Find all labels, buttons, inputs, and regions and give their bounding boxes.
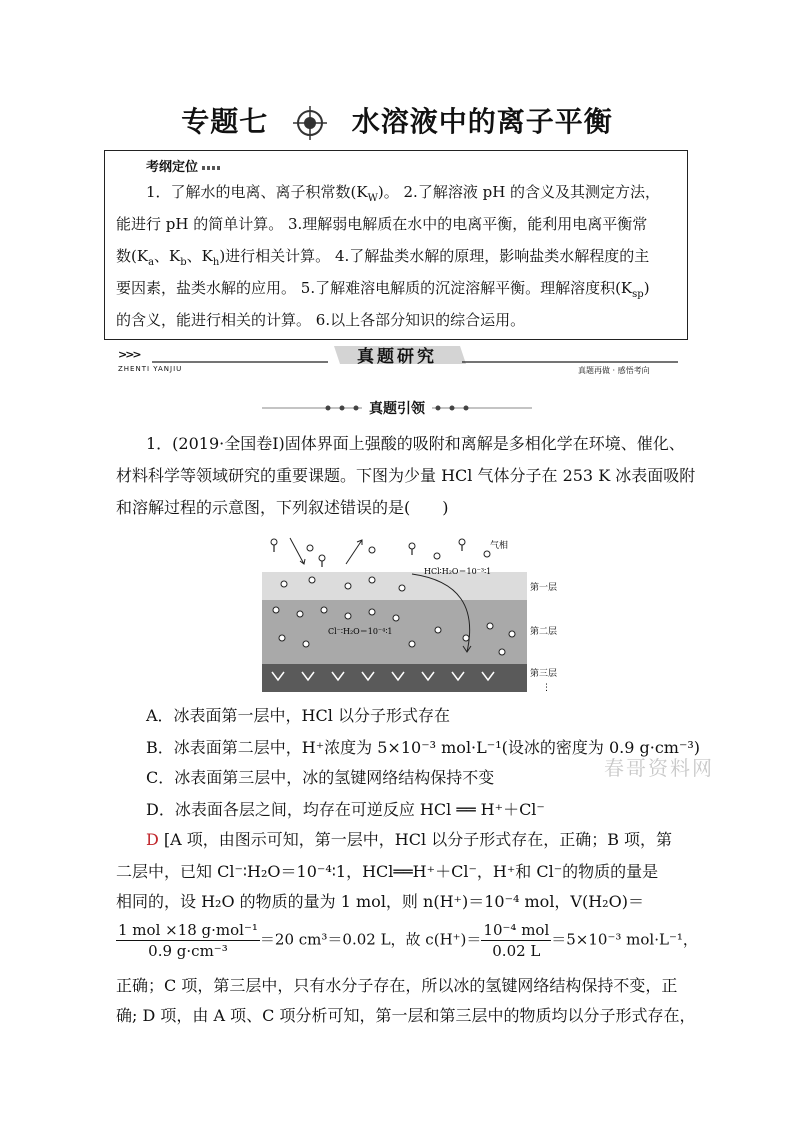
answer-letter: D <box>146 830 159 849</box>
question-line-1: 1．(2019·全国卷Ⅰ)固体界面上强酸的吸附和离解是多相化学在环境、催化、 <box>146 434 685 453</box>
section-subtitle-right: 真题再做 · 感悟考向 <box>578 366 650 375</box>
syllabus-line-1: 1．了解水的电离、离子积常数$(K_W)$。 2.了解溶液 pH 的含义及其测定方法， <box>146 183 661 204</box>
subhead-title: 真题引领 <box>369 401 425 417</box>
answer-line-2: 二层中，已知 Cl⁻∶H₂O＝10⁻⁴∶1，HCl══H⁺＋Cl⁻，H⁺和 Cl⁻的物质的量是 <box>116 862 659 881</box>
dots-decoration <box>202 166 220 170</box>
chevron-icon: >>> <box>118 348 140 361</box>
label-ratio2: Cl⁻∶H₂O＝10⁻⁴∶1 <box>328 627 393 636</box>
label-layer2: 第二层 <box>530 627 558 637</box>
answer-line-4: $\frac{\text{1 mol ×18 g·mol⁻¹}}{\text{0.9 g·cm⁻³}}$ ＝20 cm³＝0.02 L，故 c(H⁺)＝ $\frac{\text{10⁻⁴ mol}}{0.02 L}$ ＝5×10⁻³ mol·L⁻¹， <box>118 921 698 960</box>
section-subtitle-pinyin: ZHENTI YANJIU <box>118 365 183 373</box>
label-more: ⋮ <box>542 683 551 693</box>
page-title <box>0 100 794 140</box>
answer-line-6: 确; D 项，由 A 项、C 项分析可知，第一层和第三层中的物质均以分子形式存在， <box>116 1006 696 1025</box>
ice-surface-figure <box>262 534 572 696</box>
syllabus-line-4: 要因素，盐类水解的应用。 5.了解难溶电解质的沉淀溶解平衡。理解溶度积$(K_{sp})$ <box>116 279 650 300</box>
option-c: C．冰表面第三层中，冰的氢键网络结构保持不变 <box>146 768 495 787</box>
title-left: 专题七 <box>181 105 269 138</box>
option-d: D．冰表面各层之间，均存在可逆反应 HCl ══ H⁺＋Cl⁻ <box>146 800 545 819</box>
option-b: B．冰表面第二层中，H⁺浓度为 5×10⁻³ mol·L⁻¹(设冰的密度为 0.9 g·cm⁻³) <box>146 738 701 757</box>
label-ratio1: HCl∶H₂O＝10⁻³∶1 <box>424 567 492 576</box>
crosshair-icon <box>293 106 327 140</box>
watermark: 春哥资料网 <box>604 756 714 780</box>
fraction-volume: $\frac{\text{1 mol ×18 g·mol⁻¹}}{\text{0.9 g·cm⁻³}}$ <box>118 921 258 960</box>
fraction-concentration: $\frac{\text{10⁻⁴ mol}}{0.02 L}$ <box>483 921 550 960</box>
syllabus-line-3: 数($K_a$、$K_b$、$K_h$)进行相关计算。 4.了解盐类水解的原理，影响盐类水解程度的主 <box>116 247 650 268</box>
title-right: 水溶液中的离子平衡 <box>351 105 613 138</box>
answer-line-5: 正确；C 项，第三层中，只有水分子存在，所以冰的氢键网络结构保持不变，正 <box>116 976 678 995</box>
label-layer1: 第一层 <box>530 583 558 593</box>
question-line-3: 和溶解过程的示意图，下列叙述错误的是( ) <box>116 498 449 517</box>
answer-line-1: D [A 项，由图示可知，第一层中，HCl 以分子形式存在，正确；B 项，第 <box>146 830 673 849</box>
syllabus-line-5: 的含义，能进行相关的计算。 6.以上各部分知识的综合运用。 <box>116 311 526 329</box>
answer-line-3: 相同的，设 H₂O 的物质的量为 1 mol，则 n(H⁺)＝10⁻⁴ mol，V(H₂O)＝ <box>116 892 644 911</box>
question-line-2: 材料科学等领域研究的重要课题。下图为少量 HCl 气体分子在 253 K 冰表面吸附 <box>116 466 696 485</box>
option-a: A．冰表面第一层中，HCl 以分子形式存在 <box>146 706 450 725</box>
label-gas: 气相 <box>490 541 509 551</box>
syllabus-label: 考纲定位 <box>146 156 220 175</box>
section-title: 真题研究 <box>357 347 437 367</box>
label-layer3: 第三层 <box>530 669 558 679</box>
syllabus-line-2: 能进行 pH 的简单计算。 3.理解弱电解质在水中的电离平衡，能利用电离平衡常 <box>116 215 648 233</box>
